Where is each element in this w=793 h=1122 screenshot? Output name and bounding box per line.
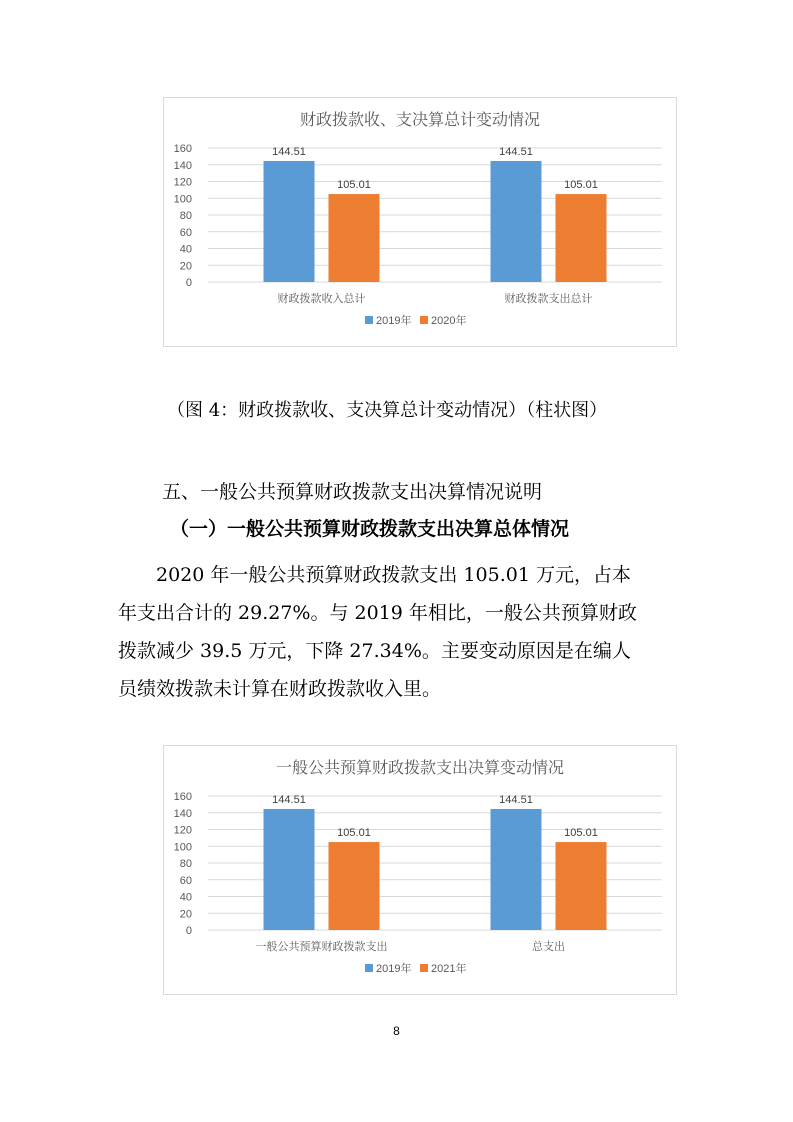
x-category-label: 总支出	[532, 940, 565, 953]
chart-svg	[164, 746, 676, 994]
y-tick-label: 80	[179, 210, 192, 222]
y-tick-label: 40	[179, 891, 192, 904]
paragraph-line: 拨款减少 39.5 万元，下降 27.34%。主要变动原因是在编人	[118, 640, 631, 662]
legend-swatch	[365, 964, 373, 972]
bar-series2	[329, 842, 380, 930]
chart-general-budget-change	[163, 745, 677, 995]
data-label: 144.51	[499, 145, 533, 158]
y-tick-label: 140	[173, 807, 192, 820]
y-tick-label: 160	[173, 791, 192, 803]
legend-label: 2019年	[376, 315, 412, 327]
figure-caption: （图 4：财政拨款收、支决算总计变动情况）（柱状图）	[167, 400, 608, 421]
y-tick-label: 120	[173, 176, 192, 189]
data-label: 144.51	[499, 793, 533, 806]
section-heading: 五、一般公共预算财政拨款支出决算情况说明	[162, 481, 543, 503]
chart-svg	[164, 98, 676, 346]
x-category-label: 财政拨款支出总计	[504, 292, 593, 305]
paragraph-line: 年支出合计的 29.27%。与 2019 年相比，一般公共预算财政	[118, 602, 637, 624]
bar-series1	[491, 161, 542, 282]
y-tick-label: 0	[185, 277, 192, 289]
y-tick-label: 20	[179, 908, 192, 921]
data-label: 105.01	[564, 179, 598, 192]
bar-series1	[264, 809, 315, 930]
legend-swatch	[420, 316, 428, 324]
legend-label: 2021年	[431, 963, 467, 975]
y-tick-label: 0	[185, 925, 192, 937]
chart-title: 一般公共预算财政拨款支出决算变动情况	[275, 758, 565, 777]
y-tick-label: 60	[179, 874, 192, 887]
y-tick-label: 140	[173, 159, 192, 172]
bar-series1	[491, 809, 542, 930]
data-label: 144.51	[272, 145, 306, 158]
data-label: 105.01	[337, 827, 371, 840]
y-tick-label: 100	[173, 841, 192, 854]
x-category-label: 财政拨款收入总计	[277, 292, 366, 305]
y-tick-label: 100	[173, 193, 192, 206]
chart-title: 财政拨款收、支决算总计变动情况	[299, 110, 541, 129]
paragraph-line: 2020 年一般公共预算财政拨款支出 105.01 万元，占本	[118, 564, 631, 586]
y-tick-label: 120	[173, 824, 192, 837]
page-number: 8	[393, 1024, 400, 1038]
legend-label: 2019年	[376, 963, 412, 975]
paragraph-line: 员绩效拨款未计算在财政拨款收入里。	[118, 678, 442, 700]
y-tick-label: 60	[179, 226, 192, 239]
bar-series2	[329, 194, 380, 282]
y-tick-label: 80	[179, 858, 192, 870]
y-tick-label: 40	[179, 243, 192, 256]
y-tick-label: 20	[179, 260, 192, 273]
legend-label: 2020年	[431, 315, 467, 327]
data-label: 105.01	[337, 179, 371, 192]
bar-series2	[556, 194, 607, 282]
chart-fiscal-total-change	[163, 97, 677, 347]
bar-series1	[264, 161, 315, 282]
sub-heading: （一）一般公共预算财政拨款支出决算总体情况	[170, 518, 570, 540]
body-paragraph	[118, 556, 674, 708]
data-label: 105.01	[564, 827, 598, 840]
legend-swatch	[420, 964, 428, 972]
x-category-label: 一般公共预算财政拨款支出	[255, 940, 388, 953]
y-tick-label: 160	[173, 143, 192, 155]
data-label: 144.51	[272, 793, 306, 806]
legend-swatch	[365, 316, 373, 324]
bar-series2	[556, 842, 607, 930]
